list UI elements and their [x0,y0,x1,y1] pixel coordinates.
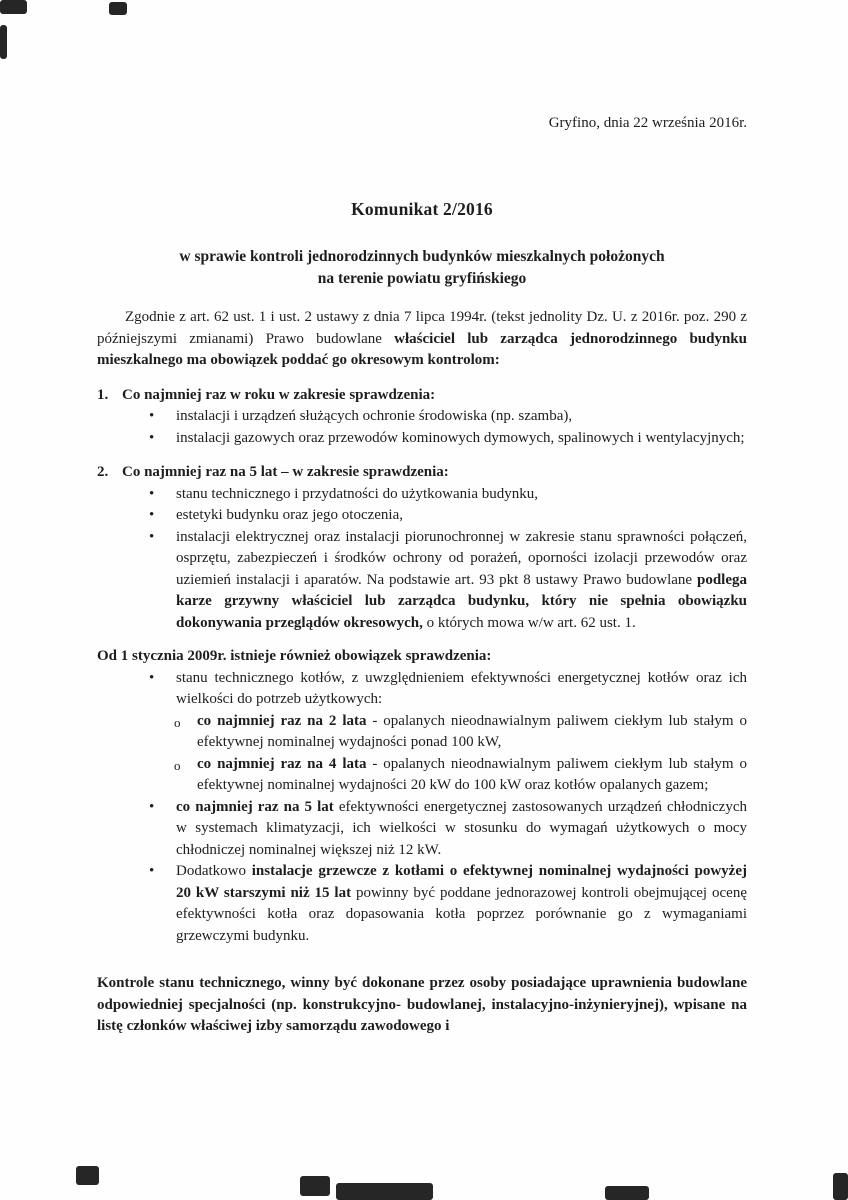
bold-text-run: instalacje grzewcze z kotłami o efektywnej nominalnej wydajności powyżej 20 kW starszymi niż 15 lat [176,863,747,901]
text-run: o których mowa w/w art. 62 ust. 1. [422,614,636,631]
circle-bullet-icon: o [174,714,181,730]
item-number: 2. [97,464,109,480]
bullet-item [122,527,747,635]
bold-text-run: podlega karze grzywny właściciel lub zarządca budynku, który nie spełnia obowiązku dokonywania przeglądów okresowych, [176,571,747,631]
circle-bullet-icon: o [174,757,181,773]
sub-bullet-item [122,711,747,754]
section-2009-bullet-list [122,668,747,948]
scan-artifact-mark [336,1183,433,1200]
closing-paragraph [97,973,747,1038]
text-run: - opalanych nieodnawialnym paliwem ciekłym lub stałym o efektywnej nominalnej wydajności ponad 100 kW, [197,712,747,750]
scan-artifact-mark [76,1166,99,1185]
bullet-item [122,668,747,711]
bullet-item [122,428,747,450]
bold-text-run: co najmniej raz na 2 lata [197,712,367,729]
text-run: instalacji elektrycznej oraz instalacji piorunochronnej w zakresie stanu sprawności połączeń, osprzętu, zabezpieczeń i środków ochrony od porażeń, oporności izolacji przewodów oraz uziemień instalacji i aparatów. Na podstawie art. 93 pkt 8 ustawy Prawo budowlane [176,528,747,588]
numbered-item [97,385,747,450]
bullet-item [122,505,747,527]
sub-bullet-item [122,754,747,797]
dot-bullet-icon: • [149,863,155,879]
dot-bullet-icon: • [149,408,155,424]
text-run: Zgodnie z art. 62 ust. 1 i ust. 2 ustawy z dnia 7 lipca 1994r. (tekst jednolity Dz. U. z 2016r. poz. 290 z późniejszymi zmianami) Prawo budowlane [97,309,747,347]
scan-artifact-mark [0,0,27,14]
bold-text-run: co najmniej raz na 4 lata [197,755,367,772]
subtitle-line-1: w sprawie kontroli jednorodzinnych budynków mieszkalnych położonych [179,248,665,265]
item-number: 1. [97,386,109,403]
text-run: instalacji gazowych oraz przewodów kominowych dymowych, spalinowych i wentylacyjnych; [176,429,745,446]
scan-artifact-mark [605,1186,649,1200]
item-header: Co najmniej raz w roku w zakresie sprawdzenia: [122,386,436,403]
text-run: stanu technicznego kotłów, z uwzględnieniem efektywności energetycznej kotłów oraz ich wielkości do potrzeb użytkowych: [176,669,747,707]
document-title: Komunikat 2/2016 [351,198,493,219]
item-header: Co najmniej raz na 5 lat – w zakresie sprawdzenia: [122,464,449,480]
bold-text-run: co najmniej raz na 5 lat [176,798,334,815]
scan-artifact-mark [0,25,7,59]
dot-bullet-icon: • [149,485,155,502]
document-subtitle [97,246,747,290]
scan-artifact-mark [833,1173,848,1200]
text-run: stanu technicznego i przydatności do użytkowania budynku, [176,485,538,502]
scan-artifact-mark [300,1176,330,1196]
document-content [97,113,747,1038]
text-run: estetyki budynku oraz jego otoczenia, [176,507,404,523]
text-run: - opalanych nieodnawialnym paliwem ciekłym lub stałym o efektywnej nominalnej wydajności 20 kW do 100 kW oraz kotłów opalanych gazem; [197,755,747,793]
dot-bullet-icon: • [149,528,155,545]
subtitle-line-2: na terenie powiatu gryfińskiego [317,270,527,287]
numbered-item [97,462,747,634]
dot-bullet-icon: • [149,669,155,686]
date-line: Gryfino, dnia 22 września 2016r. [548,115,747,131]
bullet-item [122,406,747,428]
bullet-item [122,861,747,947]
intro-paragraph [97,307,747,372]
text-run: Dodatkowo [176,863,252,879]
text-run: instalacji i urządzeń służących ochronie środowiska (np. szamba), [176,408,573,424]
dot-bullet-icon: • [149,798,155,815]
inspection-obligation-list [97,385,747,635]
section-2009-header: Od 1 stycznia 2009r. istnieje również obowiązek sprawdzenia: [97,648,492,664]
bullet-item [122,484,747,506]
text-run: powinny być poddane jednorazowej kontroli obejmującej ocenę efektywności kotła oraz dopasowania kotła poprzez porównanie go z wymaganiami grzewczymi budynku. [176,884,747,944]
bold-text-run: Kontrole stanu technicznego, winny być dokonane przez osoby posiadające uprawnienia budowlane odpowiedniej specjalności (np. konstrukcyjno- budowlanej, instalacyjno-inżynieryjnej), wpisane na listę członków właściwej izby samorządu zawodowego i [97,975,747,1034]
text-run: efektywności energetycznej zastosowanych urządzeń chłodniczych w systemach klimatyzacji, ich wielkości w stosunku do wymagań użytkowych o mocy chłodniczej nominalnej większej niż 12 kW. [176,798,747,858]
item-body [122,462,747,634]
bold-text-run: właściciel lub zarządca jednorodzinnego budynku mieszkalnego ma obowiązek poddać go okresowym kontrolom: [97,330,747,368]
scan-artifact-mark [109,2,127,15]
bullet-item [122,797,747,862]
dot-bullet-icon: • [149,507,155,523]
dot-bullet-icon: • [149,429,155,446]
item-body [122,385,747,450]
section-2009 [97,646,747,947]
